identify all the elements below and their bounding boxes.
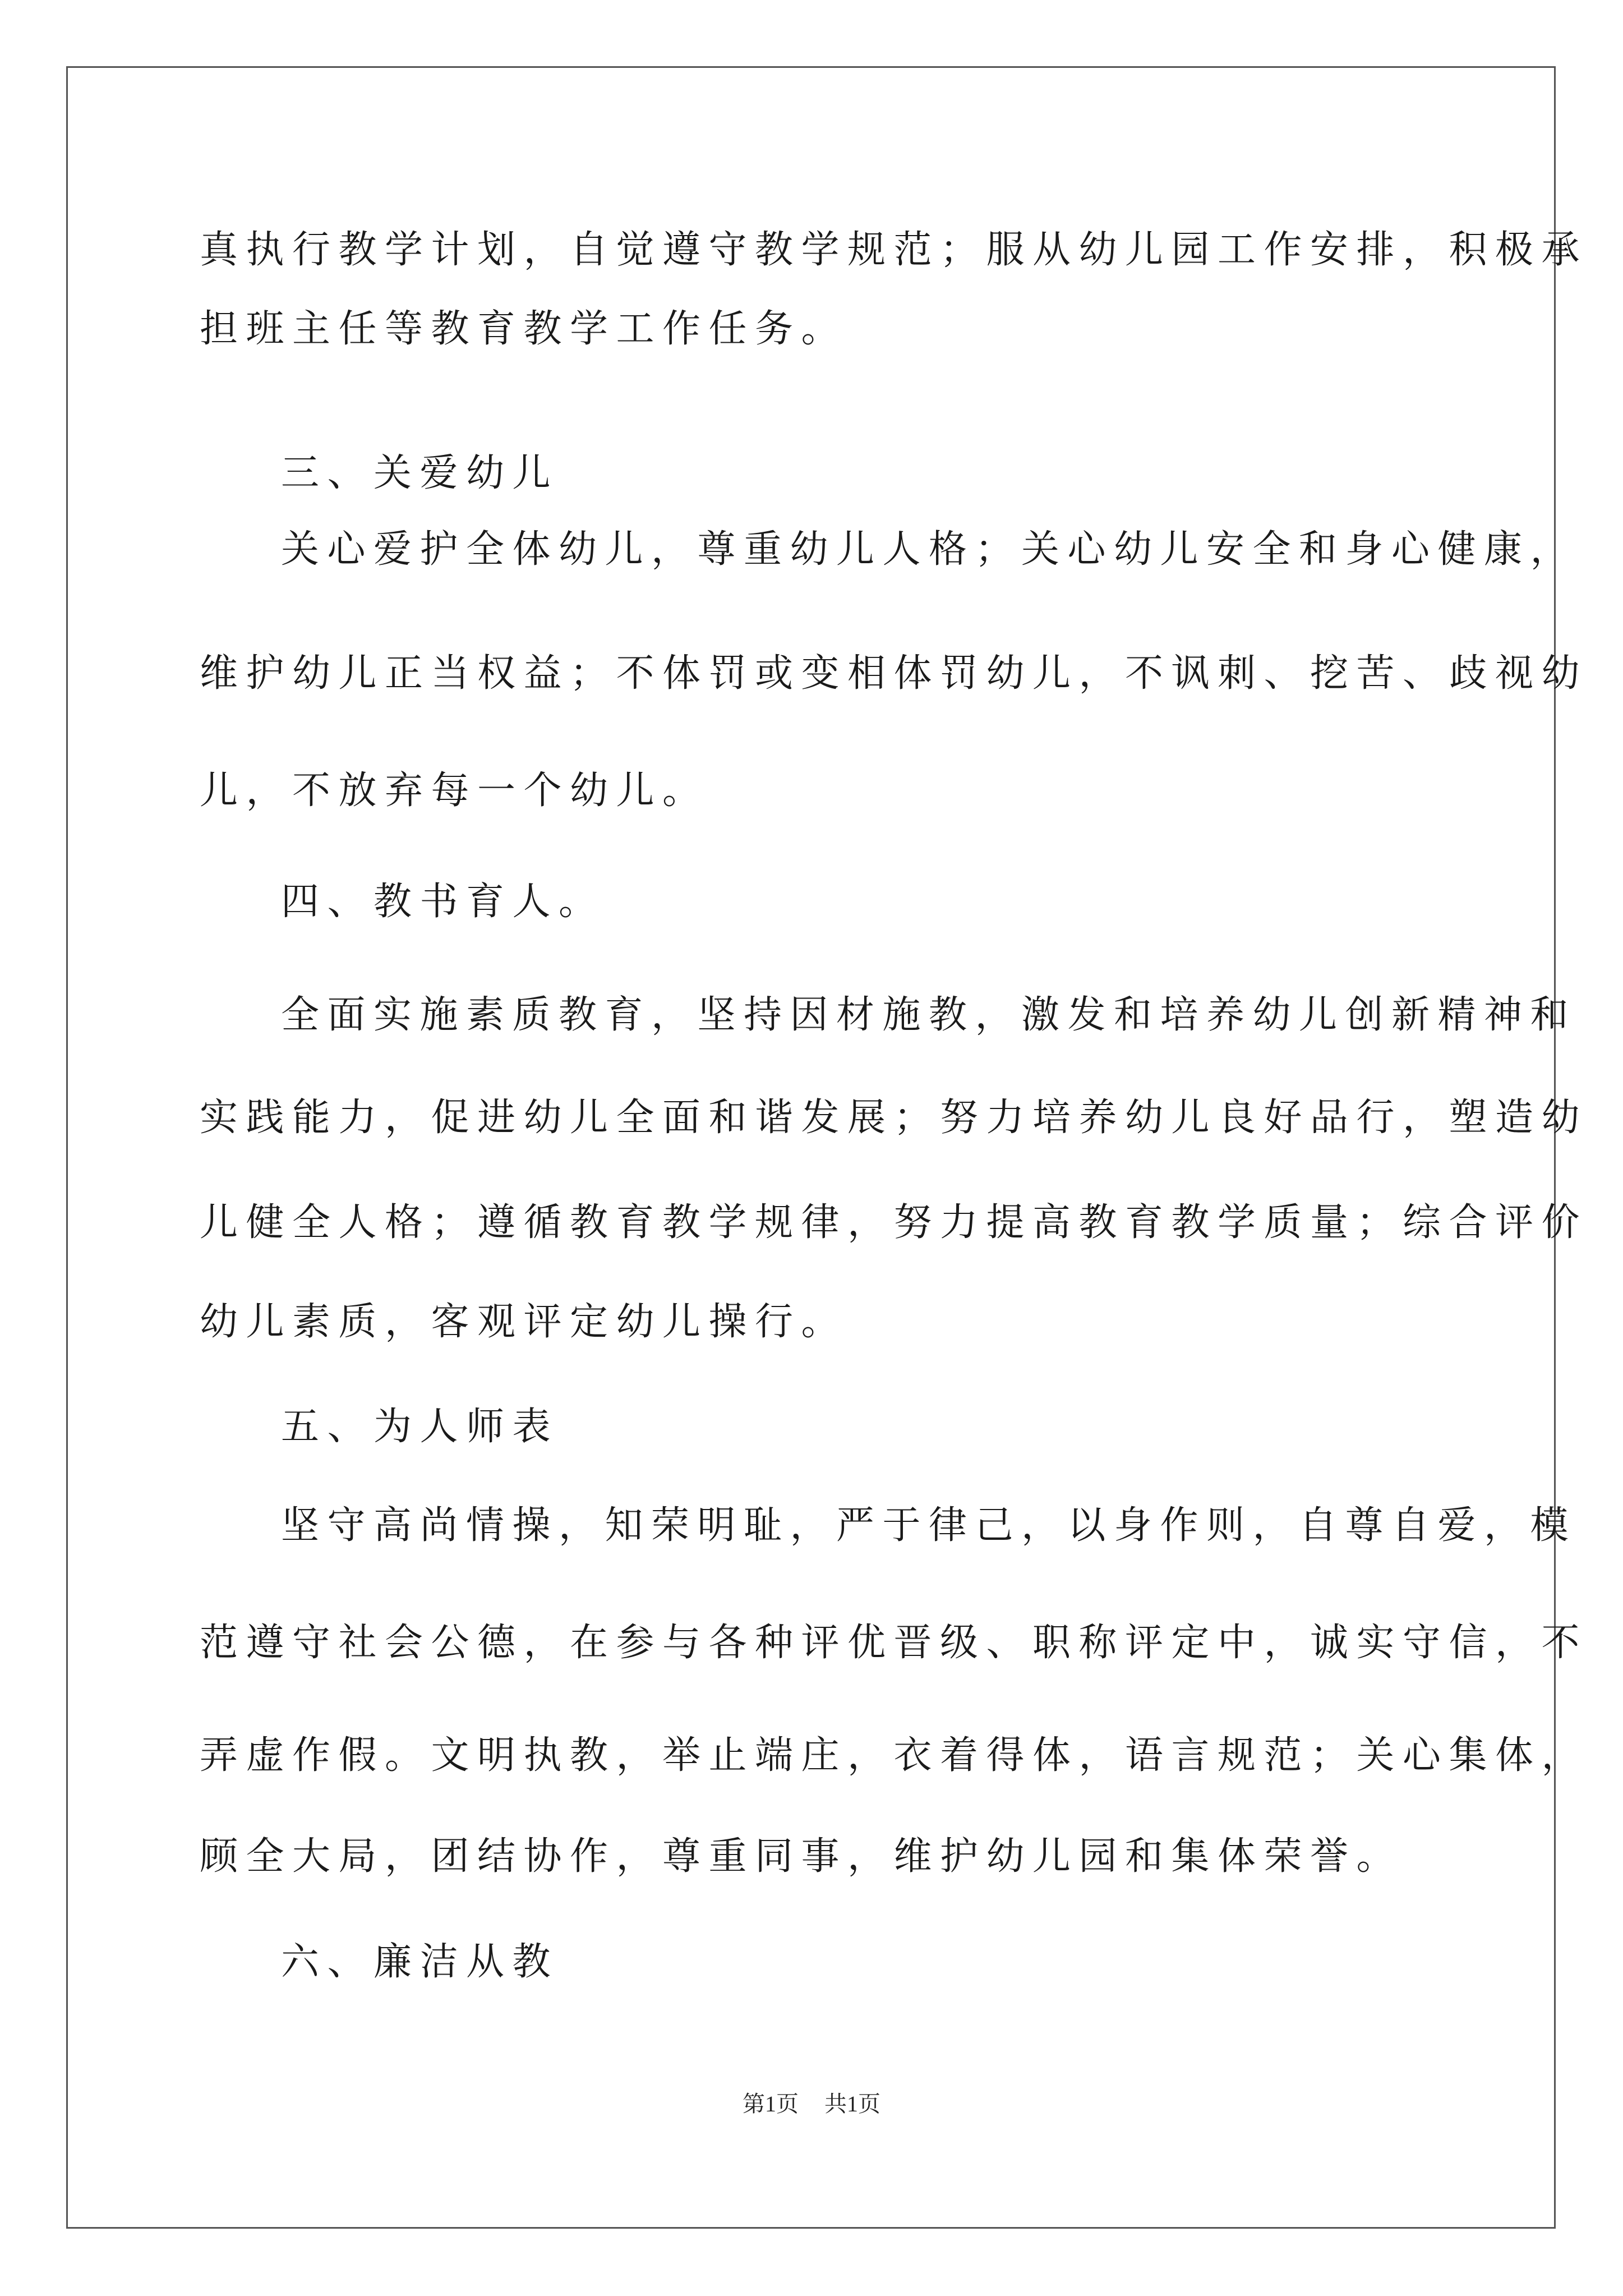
paragraph-line: 真执行教学计划，自觉遵守教学规范；服从幼儿园工作安排，积极承 (200, 228, 1588, 272)
paragraph-line: 弄虚作假。文明执教，举止端庄，衣着得体，语言规范；关心集体， (200, 1733, 1588, 1778)
section-heading-teaching: 四、教书育人。 (281, 880, 605, 924)
paragraph-line: 范遵守社会公德，在参与各种评优晋级、职称评定中，诚实守信，不 (200, 1621, 1588, 1665)
page-footer (0, 2086, 1623, 2118)
paragraph-line: 实践能力，促进幼儿全面和谐发展；努力培养幼儿良好品行，塑造幼 (200, 1096, 1588, 1140)
paragraph-line: 维护幼儿正当权益；不体罚或变相体罚幼儿，不讽刺、挖苦、歧视幼 (200, 651, 1588, 696)
section-heading-care-children: 三、关爱幼儿 (281, 451, 559, 495)
paragraph-line: 关心爱护全体幼儿，尊重幼儿人格；关心幼儿安全和身心健康， (281, 527, 1577, 572)
section-heading-role-model: 五、为人师表 (281, 1405, 559, 1449)
page-number: 第1页 (743, 2091, 799, 2116)
paragraph-line: 顾全大局，团结协作，尊重同事，维护幼儿园和集体荣誉。 (200, 1834, 1403, 1879)
paragraph-line: 坚守高尚情操，知荣明耻，严于律己，以身作则，自尊自爱，模 (281, 1503, 1577, 1548)
paragraph-line: 儿，不放弃每一个幼儿。 (200, 769, 709, 813)
paragraph-line: 担班主任等教育教学工作任务。 (200, 307, 848, 351)
page-border (66, 66, 1556, 2229)
page-total: 共1页 (824, 2091, 880, 2116)
section-heading-integrity: 六、廉洁从教 (281, 1940, 559, 1984)
paragraph-line: 儿健全人格；遵循教育教学规律，努力提高教育教学质量；综合评价 (200, 1200, 1588, 1245)
paragraph-line: 幼儿素质，客观评定幼儿操行。 (200, 1300, 848, 1344)
paragraph-line: 全面实施素质教育，坚持因材施教，激发和培养幼儿创新精神和 (281, 993, 1577, 1037)
